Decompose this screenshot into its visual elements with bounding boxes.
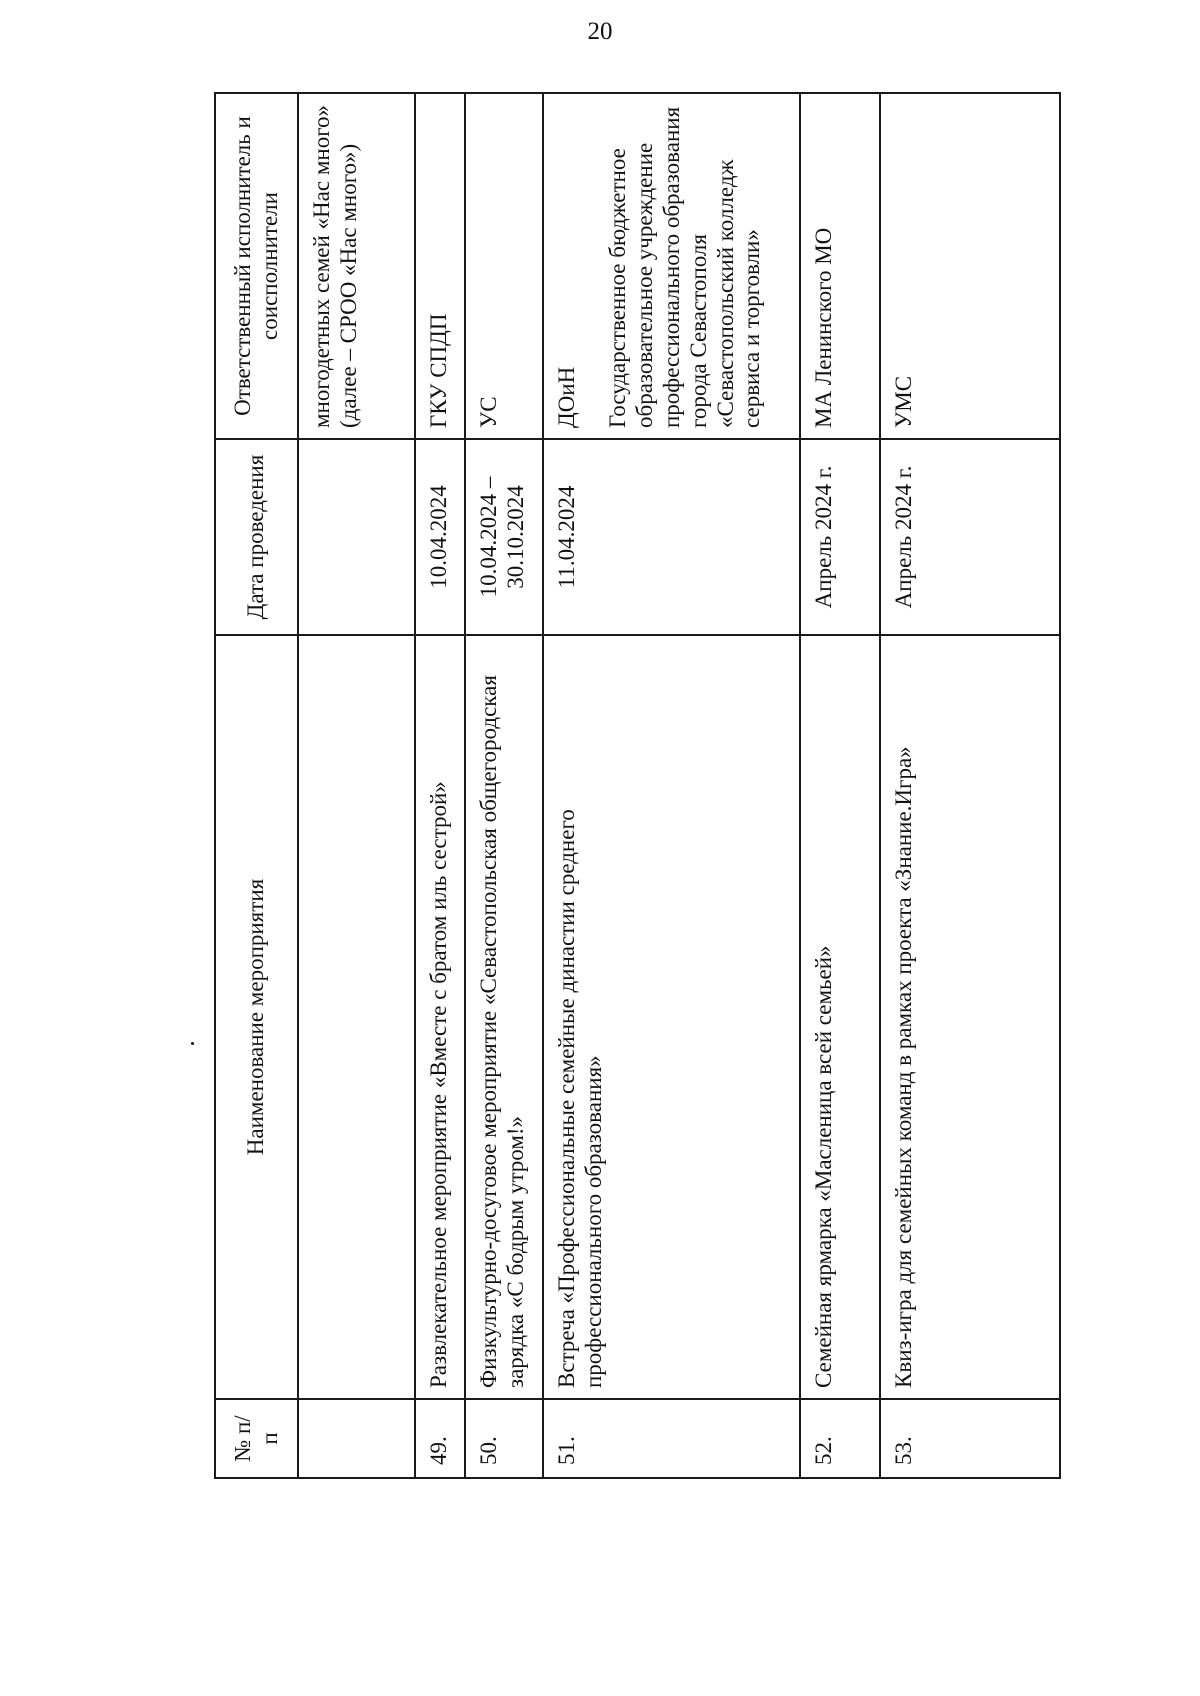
row-date: 11.04.2024 — [543, 439, 800, 635]
table-header-row — [215, 93, 298, 1478]
responsible-line: многодетных семей «Нас много» (далее – СРОО «Нас много») — [309, 104, 361, 428]
row-date — [298, 439, 415, 635]
row-responsible — [298, 93, 415, 439]
row-responsible — [800, 93, 880, 439]
table-row — [880, 93, 1060, 1478]
row-num — [298, 1399, 415, 1478]
row-num: 51. — [543, 1399, 800, 1478]
row-date: 10.04.2024 — [415, 439, 465, 635]
responsible-line: ДОиН — [554, 366, 579, 428]
scan-speck — [191, 1042, 194, 1045]
row-responsible — [415, 93, 465, 439]
header-num: № п/п — [215, 1399, 298, 1478]
row-name: Семейная ярмарка «Масленица всей семьей» — [800, 635, 880, 1399]
table-row — [298, 93, 415, 1478]
row-num: 50. — [465, 1399, 543, 1478]
responsible-line: Государственное бюджетное образовательное учреждение профессионального образования города Севастополя «Севастопольский колледж сервиса и торговли» — [604, 106, 765, 428]
row-responsible — [465, 93, 543, 439]
row-name: Развлекательное мероприятие «Вместе с братом иль сестрой» — [415, 635, 465, 1399]
row-num: 53. — [880, 1399, 1060, 1478]
row-date: Апрель 2024 г. — [880, 439, 1060, 635]
responsible-line: МА Ленинского МО — [811, 227, 836, 428]
table-row — [543, 93, 800, 1478]
row-name — [298, 635, 415, 1399]
table-row — [415, 93, 465, 1478]
responsible-line: ГКУ СПДП — [426, 313, 451, 428]
table-row — [465, 93, 543, 1478]
row-date: Апрель 2024 г. — [800, 439, 880, 635]
table-row — [800, 93, 880, 1478]
row-num: 49. — [415, 1399, 465, 1478]
row-responsible — [543, 93, 800, 439]
row-num: 52. — [800, 1399, 880, 1478]
row-name: Встреча «Профессиональные семейные династии среднего профессионального образования» — [543, 635, 800, 1399]
header-date: Дата проведения — [215, 439, 298, 635]
events-table — [214, 92, 1061, 1479]
row-name: Физкультурно-досуговое мероприятие «Севастопольская общегородская зарядка «С бодрым утром!» — [465, 635, 543, 1399]
row-date: 10.04.2024 – 30.10.2024 — [465, 439, 543, 635]
row-name: Квиз-игра для семейных команд в рамках проекта «Знание.Игра» — [880, 635, 1060, 1399]
page-number: 20 — [587, 18, 613, 45]
header-responsible: Ответственный исполнитель и соисполнители — [215, 93, 298, 439]
rotated-table-wrapper — [214, 94, 1059, 1479]
responsible-line: УМС — [891, 375, 916, 428]
header-name: Наименование мероприятия — [215, 635, 298, 1399]
responsible-line: УС — [476, 396, 501, 428]
row-responsible — [880, 93, 1060, 439]
